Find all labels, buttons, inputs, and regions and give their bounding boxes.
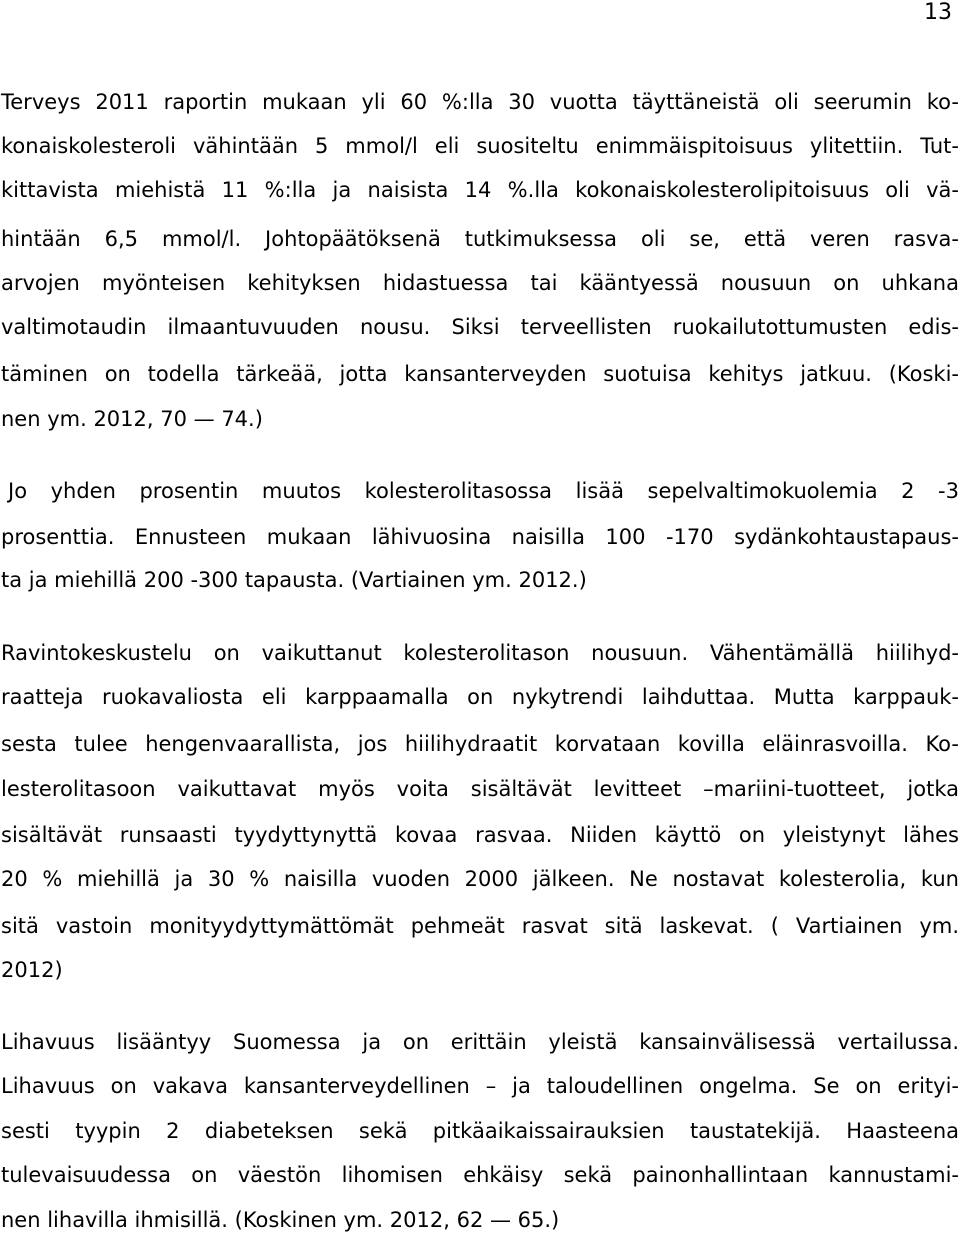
text-line: raatteja ruokavaliosta eli karppaamalla on nykytrendi laihduttaa. Mutta karppauk- [1,685,959,709]
text-line: kittavista miehistä 11 %:lla ja naisista 14 %.lla kokonaiskolesterolipitoisuus oli vä- [1,178,959,202]
text-line: Terveys 2011 raportin mukaan yli 60 %:lla 30 vuotta täyttäneistä oli seerumin ko- [1,90,959,114]
text-line: 20 % miehillä ja 30 % naisilla vuoden 2000 jälkeen. Ne nostavat kolesterolia, kun [1,867,959,891]
text-line: ta ja miehillä 200 -300 tapausta. (Vartiainen ym. 2012.) [1,568,587,592]
text-line: tulevaisuudessa on väestön lihomisen ehkäisy sekä painonhallintaan kannustami- [1,1163,959,1187]
page-number: 13 [924,0,952,25]
text-line: arvojen myönteisen kehityksen hidastuessa tai kääntyessä nousuun on uhkana [1,271,959,295]
text-line: Lihavuus on vakava kansanterveydellinen – ja taloudellinen ongelma. Se on erityi- [1,1074,959,1098]
text-line: hintään 6,5 mmol/l. Johtopäätöksenä tutkimuksessa oli se, että veren rasva- [1,227,959,251]
text-line: valtimotaudin ilmaantuvuuden nousu. Siksi terveellisten ruokailutottumusten edis- [1,315,959,339]
text-line: 2012) [1,958,63,982]
text-line: Ravintokeskustelu on vaikuttanut kolesterolitason nousuun. Vähentämällä hiilihyd- [1,641,959,665]
text-line: sesti tyypin 2 diabeteksen sekä pitkäaikaissairauksien taustatekijä. Haasteena [1,1119,959,1143]
text-line: sesta tulee hengenvaarallista, jos hiilihydraatit korvataan kovilla eläinrasvoilla. Ko- [1,732,959,756]
text-line: Jo yhden prosentin muutos kolesterolitasossa lisää sepelvaltimokuolemia 2 -3 [8,479,959,503]
text-line: täminen on todella tärkeää, jotta kansanterveyden suotuisa kehitys jatkuu. (Koski- [1,362,959,386]
text-line: prosenttia. Ennusteen mukaan lähivuosina naisilla 100 -170 sydänkohtaustapaus- [1,525,959,549]
text-line: nen ym. 2012, 70 — 74.) [1,407,263,431]
text-line: konaiskolesteroli vähintään 5 mmol/l eli suositeltu enimmäispitoisuus ylitettiin. Tut- [1,134,959,158]
text-line: nen lihavilla ihmisillä. (Koskinen ym. 2012, 62 — 65.) [1,1208,560,1232]
text-line: sisältävät runsaasti tyydyttynyttä kovaa rasvaa. Niiden käyttö on yleistynyt lähes [1,823,959,847]
text-line: Lihavuus lisääntyy Suomessa ja on erittäin yleistä kansainvälisessä vertailussa. [1,1030,959,1054]
text-line: sitä vastoin monityydyttymättömät pehmeät rasvat sitä laskevat. ( Vartiainen ym. [1,914,959,938]
text-line: lesterolitasoon vaikuttavat myös voita sisältävät levitteet –mariini-tuotteet, jotka [1,777,959,801]
